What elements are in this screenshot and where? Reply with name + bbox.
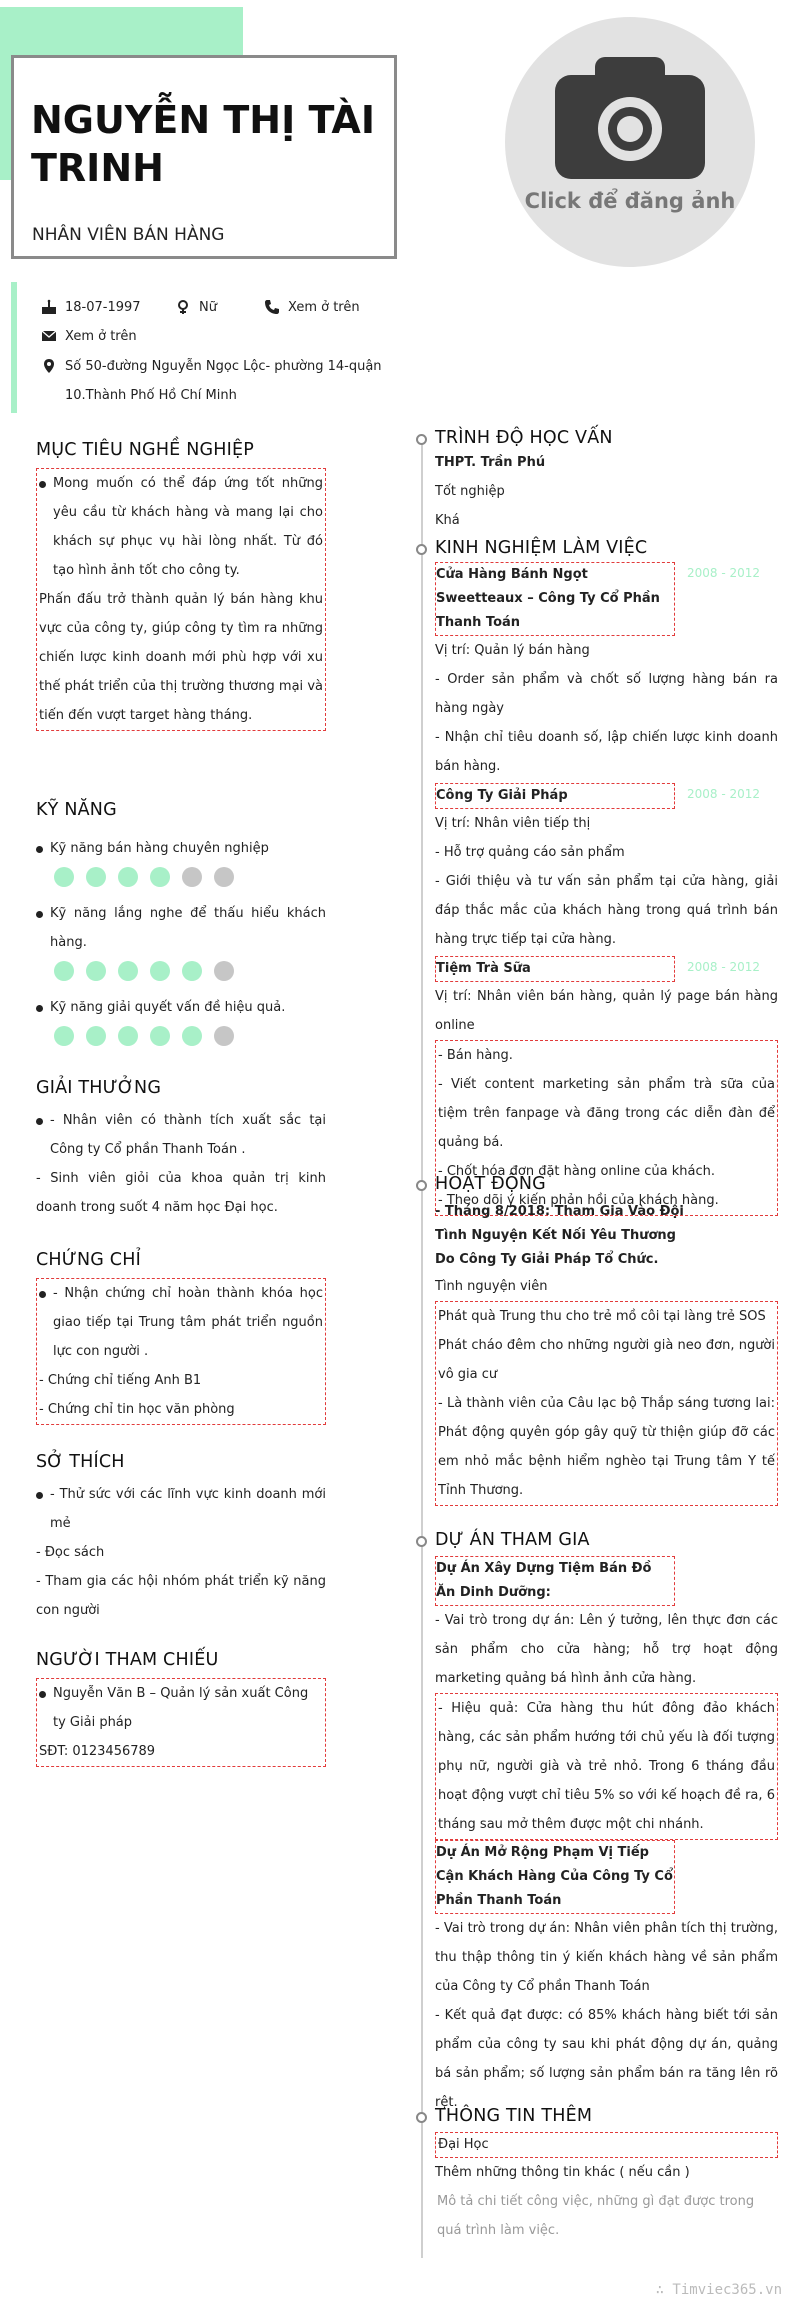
birthday-cake-icon <box>41 299 57 315</box>
phone[interactable]: Xem ở trên <box>288 299 360 315</box>
hobbies-title: SỞ THÍCH <box>36 1452 125 1472</box>
extra-info-title: THÔNG TIN THÊM <box>435 2106 593 2126</box>
activities-title: HOẠT ĐỘNG <box>435 1174 546 1194</box>
projects-section <box>435 1530 778 2117</box>
email-icon <box>41 328 57 344</box>
gender[interactable]: Nữ <box>199 299 217 315</box>
timeline-dot <box>416 1180 427 1191</box>
objective-section <box>36 440 326 731</box>
objective-text[interactable] <box>36 468 326 731</box>
school-name: THPT. Trần Phú <box>435 455 546 470</box>
extra-info-section <box>435 2106 778 2245</box>
skill-dot <box>214 961 234 981</box>
company-name[interactable]: Tiệm Trà Sữa <box>435 956 675 982</box>
objective-p2: Phấn đấu trở thành quản lý bán hàng khu vực của công ty, giúp công ty tìm ra những chiến lược kinh doanh mới phù hợp với xu thế phát triển của thị trường thương mại và tiến đến vượt target hàng tháng. <box>39 592 323 723</box>
references-text[interactable] <box>36 1678 326 1767</box>
job-role: Vị trí: Nhân viên bán hàng, quản lý page bán hàng online <box>435 989 778 1033</box>
skill-dot <box>118 1026 138 1046</box>
projects-title: DỰ ÁN THAM GIA <box>435 1530 590 1550</box>
extra-info-line[interactable]: Thêm những thông tin khác ( nếu cần ) <box>435 2165 690 2180</box>
job-role: Vị trí: Quản lý bán hàng <box>435 643 590 658</box>
job-date: 2008 - 2012 <box>687 960 761 974</box>
skill-dot <box>150 961 170 981</box>
skill-dot <box>150 1026 170 1046</box>
certs-text[interactable] <box>36 1278 326 1425</box>
references-section <box>36 1650 326 1767</box>
activity-line: Phát cháo đêm cho những người già neo đơn, người vô gia cư <box>438 1338 775 1382</box>
email[interactable]: Xem ở trên <box>65 328 137 344</box>
skill-dot <box>214 1026 234 1046</box>
cert-line: - Nhận chứng chỉ hoàn thành khóa học giao tiếp tại Trung tâm phát triển nguồn lực con người . <box>39 1279 323 1366</box>
job-duty: - Viết content marketing sản phẩm trà sữa của tiệm trên fanpage và đăng trong các diễn đàn để quảng bá. <box>438 1077 775 1150</box>
job-duty: - Theo dõi ý kiến phản hồi của khách hàng. <box>438 1193 719 1208</box>
skill-dot <box>86 1026 106 1046</box>
timeline-dot <box>416 1536 427 1547</box>
experience-title: KINH NGHIỆM LÀM VIỆC <box>435 538 648 558</box>
activity-heading[interactable]: - Tháng 8/2018: Tham Gia Vào Đội Tình Nguyện Kết Nối Yêu Thương Do Công Ty Giải Pháp Tổ Chức. <box>435 1204 684 1267</box>
address-line-1[interactable]: Số 50-đường Nguyễn Ngọc Lộc- phường 14-quận <box>65 358 382 374</box>
project-title[interactable]: Dự Án Xây Dựng Tiệm Bán Đồ Ăn Dinh Dưỡng: <box>435 1556 675 1606</box>
skill-label[interactable]: Kỹ năng lắng nghe để thấu hiểu khách hàng. <box>36 899 326 957</box>
project-role[interactable]: - Vai trò trong dự án: Lên ý tưởng, lên thực đơn các sản phẩm cho cửa hàng; hỗ trợ hoạt động marketing quảng bá hình ảnh cửa hàng. <box>435 1613 778 1686</box>
skill-dot <box>182 1026 202 1046</box>
skills-section <box>36 800 326 1046</box>
address-line-2[interactable]: 10.Thành Phố Hồ Chí Minh <box>65 388 237 403</box>
skill-label[interactable]: Kỹ năng giải quyết vấn đề hiệu quả. <box>36 993 326 1022</box>
award-line: - Sinh viên giỏi của khoa quản trị kinh doanh trong suốt 4 năm học Đại học. <box>36 1171 326 1215</box>
birthday[interactable]: 18-07-1997 <box>65 299 141 315</box>
job-details[interactable] <box>435 982 778 1040</box>
certs-title: CHỨNG CHỈ <box>36 1250 141 1270</box>
candidate-name[interactable]: NGUYỄN THỊ TÀI TRINH <box>31 98 375 190</box>
certs-section <box>36 1250 326 1425</box>
photo-upload[interactable] <box>505 17 755 267</box>
education-status: Tốt nghiệp <box>435 484 505 499</box>
hobby-line: - Đọc sách <box>36 1545 105 1560</box>
experience-section <box>435 538 778 1216</box>
education-text[interactable] <box>435 448 778 535</box>
objective-title: MỤC TIÊU NGHỀ NGHIỆP <box>36 440 254 460</box>
skills-title: KỸ NĂNG <box>36 800 117 820</box>
education-title: TRÌNH ĐỘ HỌC VẤN <box>435 428 613 448</box>
footer-brand[interactable]: ∴ Timviec365.vn <box>655 2282 782 2298</box>
skill-label[interactable]: Kỹ năng bán hàng chuyên nghiệp <box>36 834 326 863</box>
skill-dot <box>150 867 170 887</box>
project-result[interactable]: - Hiệu quả: Cửa hàng thu hút đông đảo khách hàng, các sản phẩm hướng tới chủ yếu là đối tượng phụ nữ, người già và trẻ nhỏ. Trong 6 tháng đầu hoạt động vượt chỉ tiêu 5% so với kế hoạch đề ra, 6 tháng sau mở thêm được một chi nhánh. <box>435 1693 778 1840</box>
skill-rating <box>54 961 326 981</box>
hobby-line: - Tham gia các hội nhóm phát triển kỹ năng con người <box>36 1574 326 1618</box>
activity-details[interactable] <box>435 1301 778 1506</box>
job-duty: - Bán hàng. <box>438 1048 513 1063</box>
job-duty: - Chốt hóa đơn đặt hàng online của khách. <box>438 1164 715 1179</box>
name-box <box>11 55 397 259</box>
contact-info <box>11 282 421 413</box>
gender-icon <box>175 299 191 315</box>
cert-line: - Chứng chỉ tiếng Anh B1 <box>39 1373 202 1388</box>
extra-info-placeholder[interactable]: Mô tả chi tiết công việc, những gì đạt được trong quá trình làm việc. <box>437 2194 755 2238</box>
job-details[interactable] <box>435 636 778 781</box>
project-title[interactable]: Dự Án Mở Rộng Phạm Vị Tiếp Cận Khách Hàng Của Công Ty Cổ Phần Thanh Toán <box>435 1840 675 1914</box>
skill-dot <box>182 961 202 981</box>
timeline-dot <box>416 2112 427 2123</box>
activity-line: - Là thành viên của Câu lạc bộ Thắp sáng tương lai: Phát động quyên góp gây quỹ từ thiện giúp đỡ các em nhỏ mắc bệnh hiểm nghèo tại Trung tâm Y tế Tỉnh Thương. <box>438 1396 775 1498</box>
job-date: 2008 - 2012 <box>687 787 761 801</box>
timeline-line <box>421 436 423 2258</box>
reference-line: Nguyễn Văn B – Quản lý sản xuất Công ty Giải pháp <box>39 1679 323 1737</box>
skill-dot <box>86 867 106 887</box>
job-title[interactable]: NHÂN VIÊN BÁN HÀNG <box>32 225 225 245</box>
map-marker-icon <box>41 358 57 374</box>
project-result[interactable]: - Kết quả đạt được: có 85% khách hàng biết tới sản phẩm của công ty sau khi phát động dự án, quảng bá sản phẩm; số lượng sản phẩm bán ra tăng lên rõ rệt. <box>435 2008 778 2110</box>
photo-upload-label[interactable]: Click để đăng ảnh <box>524 189 736 213</box>
job-duty: - Nhận chỉ tiêu doanh số, lập chiến lược kinh doanh bán hàng. <box>435 730 778 774</box>
skill-dot <box>214 867 234 887</box>
job-duty: - Hỗ trợ quảng cáo sản phẩm <box>435 845 625 860</box>
timeline-dot <box>416 434 427 445</box>
skill-dot <box>54 1026 74 1046</box>
extra-info-degree[interactable]: Đại Học <box>435 2132 778 2158</box>
skill-dot <box>182 867 202 887</box>
activity-role[interactable]: Tình nguyện viên <box>435 1279 548 1294</box>
camera-icon <box>555 75 705 179</box>
education-grade: Khá <box>435 513 460 528</box>
cert-line: - Chứng chỉ tin học văn phòng <box>39 1402 235 1417</box>
skill-dot <box>118 961 138 981</box>
education-section <box>435 428 778 535</box>
job-duty: - Order sản phẩm và chốt số lượng hàng bán ra hàng ngày <box>435 672 778 716</box>
award-line: - Nhân viên có thành tích xuất sắc tại Công ty Cổ phần Thanh Toán . <box>36 1106 326 1164</box>
activities-section <box>435 1174 778 1506</box>
project-role[interactable]: - Vai trò trong dự án: Nhân viên phân tích thị trường, thu thập thông tin ý kiến khách hàng về sản phẩm của Công ty Cổ phần Thanh Toán <box>435 1921 778 1994</box>
company-name[interactable]: Công Ty Giải Pháp <box>435 783 675 809</box>
timeline-dot <box>416 544 427 555</box>
phone-icon <box>264 299 280 315</box>
job-role: Vị trí: Nhân viên tiếp thị <box>435 816 591 831</box>
hobbies-text[interactable] <box>36 1480 326 1625</box>
skill-dot <box>54 961 74 981</box>
skill-rating <box>54 867 326 887</box>
references-title: NGƯỜI THAM CHIẾU <box>36 1650 219 1670</box>
skill-dot <box>54 867 74 887</box>
company-name[interactable]: Cửa Hàng Bánh Ngọt Sweetteaux – Công Ty Cổ Phần Thanh Toán <box>435 562 675 636</box>
awards-section <box>36 1078 326 1222</box>
hobby-line: - Thử sức với các lĩnh vực kinh doanh mới mẻ <box>36 1480 326 1538</box>
job-date: 2008 - 2012 <box>687 566 761 580</box>
reference-phone: SĐT: 0123456789 <box>39 1744 156 1759</box>
hobbies-section <box>36 1452 326 1625</box>
skill-dot <box>86 961 106 981</box>
job-details[interactable] <box>435 809 778 954</box>
skill-rating <box>54 1026 326 1046</box>
awards-text[interactable] <box>36 1106 326 1222</box>
awards-title: GIẢI THƯỞNG <box>36 1078 162 1098</box>
objective-p1: Mong muốn có thể đáp ứng tốt những yêu cầu từ khách hàng và mang lại cho khách sự phục vụ hài lòng nhất. Từ đó tạo hình ảnh tốt cho công ty. <box>39 469 323 585</box>
activity-line: Phát quà Trung thu cho trẻ mồ côi tại làng trẻ SOS <box>438 1309 766 1324</box>
job-duty: - Giới thiệu và tư vấn sản phẩm tại cửa hàng, giải đáp thắc mắc của khách hàng trong quá trình bán hàng trực tiếp tại cửa hàng. <box>435 874 778 947</box>
skill-dot <box>118 867 138 887</box>
